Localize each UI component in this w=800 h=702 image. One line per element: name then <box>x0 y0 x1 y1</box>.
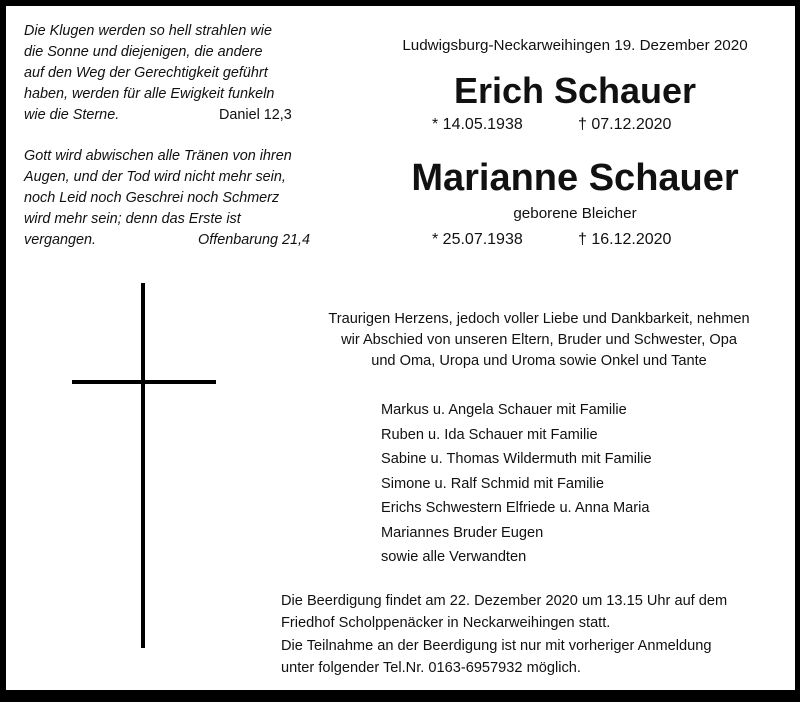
family-item: Simone u. Ralf Schmid mit Familie <box>381 475 605 492</box>
family-item: Erichs Schwestern Elfriede u. Anna Maria <box>381 500 650 516</box>
mourning-line: wir Abschied von unseren Eltern, Bruder und Schwester, Opa <box>341 332 737 348</box>
family-item: Mariannes Bruder Eugen <box>381 524 544 541</box>
family-item: Ruben u. Ida Schauer mit Familie <box>381 426 598 443</box>
family-item: Markus u. Angela Schauer mit Familie <box>381 402 627 418</box>
person1-born: * 14.05.1938 <box>432 116 523 133</box>
verse-line <box>24 105 292 126</box>
person1-name: Erich Schauer <box>453 70 697 111</box>
verse-line: die Sonne und diejenigen, die andere <box>24 44 263 60</box>
verse-line: haben, werden für alle Ewigkeit funkeln <box>24 86 275 102</box>
mourning-text <box>272 309 800 372</box>
mourning-line: Traurigen Herzens, jedoch voller Liebe und Dankbarkeit, nehmen <box>328 311 750 327</box>
person2-name: Marianne Schauer <box>411 157 739 199</box>
verse-line: wird mehr sein; denn das Erste ist <box>24 211 241 227</box>
verse-line: noch Leid noch Geschrei noch Schmerz <box>24 190 280 206</box>
verse-reference: Daniel 12,3 <box>219 107 292 123</box>
verse-line: Augen, und der Tod wird nicht mehr sein, <box>24 169 286 185</box>
cross-icon-bar <box>72 380 216 384</box>
verse-line: Die Klugen werden so hell strahlen wie <box>24 23 272 39</box>
funeral-line: Friedhof Scholppenäcker in Neckarweihingen statt. <box>281 615 611 631</box>
place-date: Ludwigsburg-Neckarweihingen 19. Dezember 2020 <box>402 37 748 54</box>
cross-icon <box>141 283 145 648</box>
verse-line-text: vergangen. <box>24 232 97 248</box>
person1-died: † 07.12.2020 <box>578 116 672 133</box>
family-list <box>381 398 652 570</box>
verse-revelation <box>24 146 311 251</box>
registration-info <box>281 635 712 679</box>
person2-maiden-name: geborene Bleicher <box>513 205 637 222</box>
funeral-info <box>281 590 727 634</box>
verse-line: auf den Weg der Gerechtigkeit geführt <box>24 65 268 81</box>
person2-died: † 16.12.2020 <box>578 231 672 248</box>
registration-line: Die Teilnahme an der Beerdigung ist nur mit vorheriger Anmeldung <box>281 638 712 654</box>
verse-daniel <box>24 21 292 126</box>
verse-reference: Offenbarung 21,4 <box>198 232 311 248</box>
funeral-line: Die Beerdigung findet am 22. Dezember 2020 um 13.15 Uhr auf dem <box>281 593 728 609</box>
family-item: sowie alle Verwandten <box>381 549 527 565</box>
person2-born: * 25.07.1938 <box>432 231 523 248</box>
mourning-line: und Oma, Uropa und Uroma sowie Onkel und Tante <box>371 353 707 369</box>
registration-line: unter folgender Tel.Nr. 0163-6957932 möglich. <box>281 660 581 676</box>
verse-line-text: wie die Sterne. <box>24 107 120 123</box>
family-item: Sabine u. Thomas Wildermuth mit Familie <box>381 451 652 467</box>
obituary-card <box>6 6 795 690</box>
verse-line: Gott wird abwischen alle Tränen von ihren <box>24 148 292 164</box>
verse-line <box>24 230 311 251</box>
